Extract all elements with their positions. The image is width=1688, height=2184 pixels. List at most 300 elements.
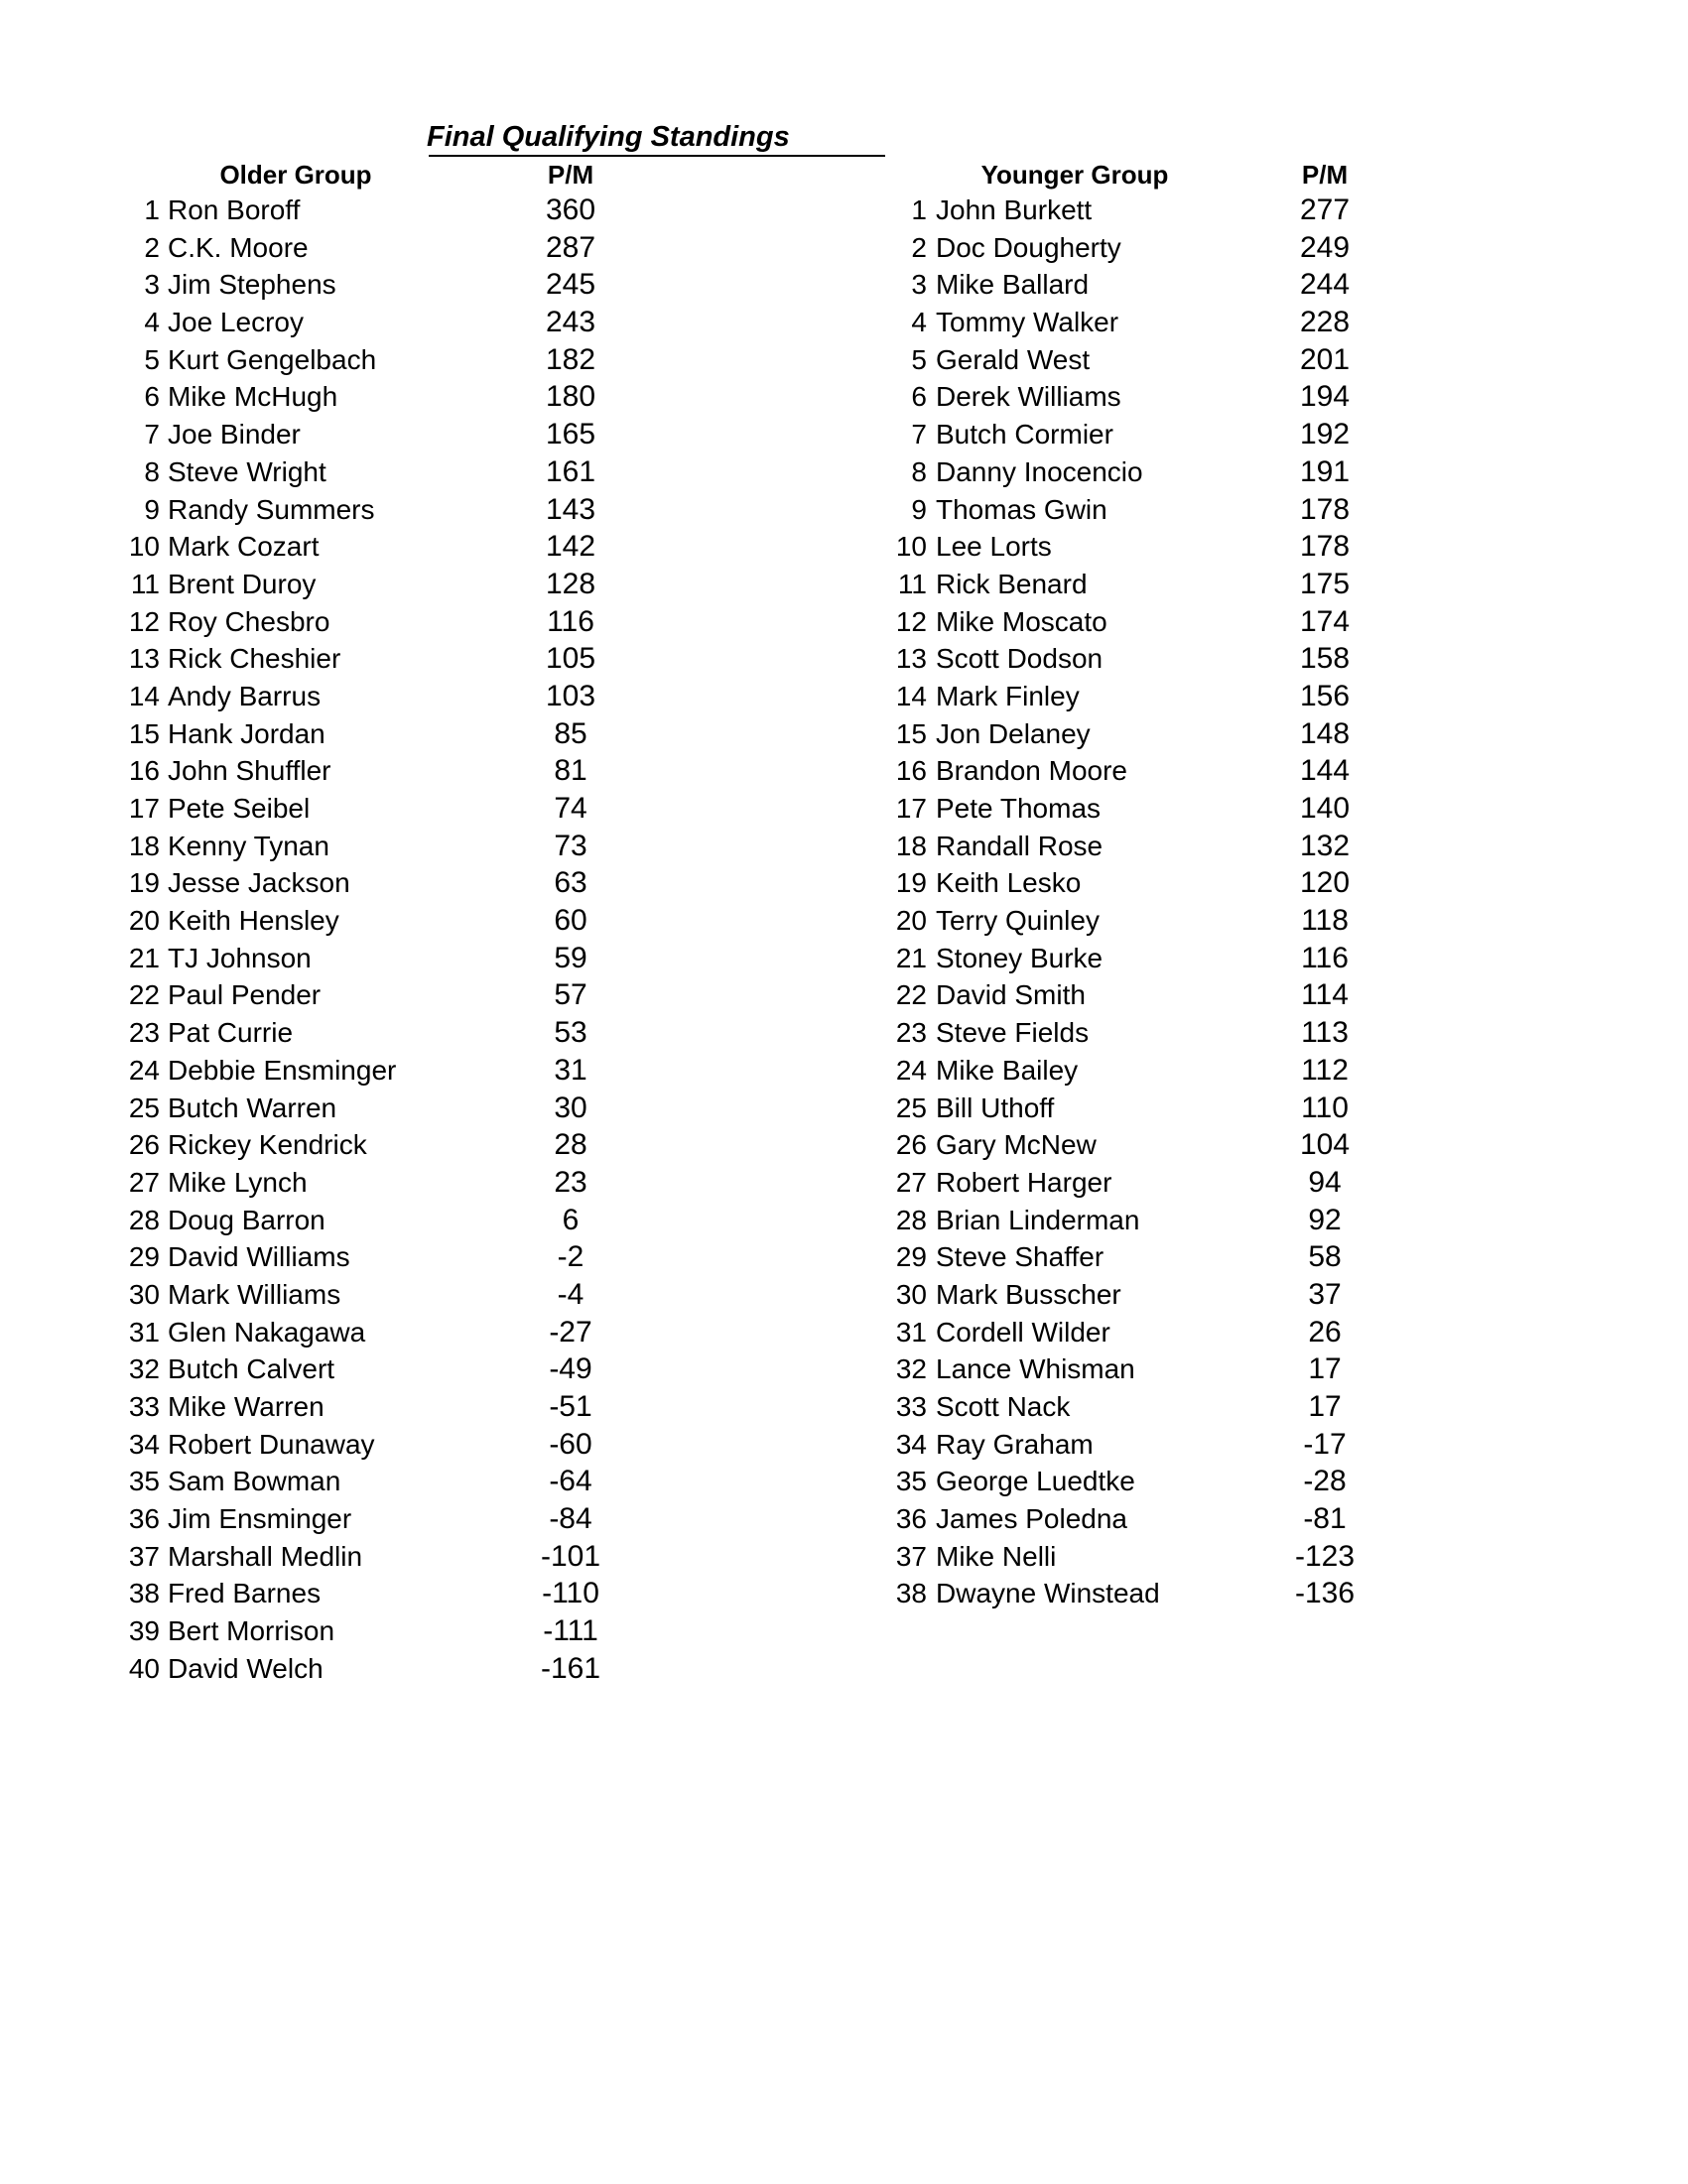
- player-name: Bill Uthoff: [936, 1092, 1055, 1123]
- player-score: 114: [1301, 978, 1349, 1012]
- standing-rank: 15: [895, 717, 927, 749]
- standing-rank: 34: [895, 1428, 927, 1460]
- player-score: 30: [554, 1091, 587, 1124]
- list-item: [794, 864, 1687, 902]
- standing-rank: 32: [128, 1353, 160, 1385]
- player-score: -64: [549, 1465, 592, 1498]
- player-name: Kurt Gengelbach: [168, 343, 377, 375]
- standing-rank: 25: [128, 1092, 160, 1123]
- list-item: [794, 341, 1687, 379]
- player-name: Rick Benard: [936, 568, 1088, 599]
- list-item: [0, 902, 794, 940]
- standing-rank: 30: [128, 1278, 160, 1310]
- standing-rank: 37: [128, 1540, 160, 1572]
- player-name: Jim Stephens: [168, 269, 336, 301]
- standing-rank: 2: [144, 231, 160, 263]
- player-score: 244: [1299, 268, 1351, 302]
- standing-rank: 6: [144, 381, 160, 413]
- standing-rank: 27: [128, 1166, 160, 1198]
- standing-rank: 32: [895, 1353, 927, 1385]
- list-item: [0, 828, 794, 865]
- list-item: [794, 1014, 1687, 1052]
- player-score: 57: [554, 978, 587, 1012]
- standing-rank: 33: [128, 1391, 160, 1422]
- player-name: Derek Williams: [936, 381, 1121, 413]
- player-name: Mike McHugh: [168, 381, 338, 413]
- list-item: [794, 1463, 1687, 1500]
- standing-rank: 12: [128, 605, 160, 637]
- player-score: 140: [1299, 792, 1351, 825]
- list-item: [0, 1575, 794, 1612]
- list-item: [794, 752, 1687, 790]
- list-item: [794, 1426, 1687, 1464]
- standing-rank: 10: [895, 531, 927, 563]
- list-item: [0, 266, 794, 304]
- player-score: 192: [1299, 418, 1351, 451]
- player-score: 194: [1299, 380, 1351, 414]
- standing-rank: 37: [895, 1540, 927, 1572]
- standing-rank: 26: [128, 1129, 160, 1161]
- standing-rank: 30: [895, 1278, 927, 1310]
- standing-rank: 16: [128, 755, 160, 787]
- player-name: Brian Linderman: [936, 1204, 1140, 1235]
- player-name: Mike Nelli: [936, 1540, 1057, 1572]
- standing-rank: 13: [128, 643, 160, 675]
- player-score: 165: [545, 418, 596, 451]
- player-score: 6: [562, 1203, 580, 1236]
- player-score: 178: [1299, 492, 1351, 526]
- list-item: [794, 1276, 1687, 1314]
- title-underline: [429, 155, 885, 157]
- player-name: Thomas Gwin: [936, 493, 1107, 525]
- standing-rank: 5: [144, 343, 160, 375]
- player-name: Pat Currie: [168, 1017, 294, 1049]
- player-name: Mike Ballard: [936, 269, 1090, 301]
- list-item: [794, 1538, 1687, 1576]
- player-name: Keith Hensley: [168, 905, 339, 937]
- standing-rank: 31: [128, 1316, 160, 1348]
- list-item: [0, 1612, 794, 1650]
- player-score: 105: [545, 642, 596, 676]
- player-score: 182: [545, 342, 596, 376]
- player-name: Robert Dunaway: [168, 1428, 375, 1460]
- player-score: -161: [540, 1651, 601, 1685]
- standing-rank: 21: [128, 942, 160, 973]
- player-name: Gary McNew: [936, 1129, 1097, 1161]
- player-name: Lee Lorts: [936, 531, 1052, 563]
- player-score: 17: [1308, 1352, 1342, 1386]
- player-score: 92: [1308, 1203, 1342, 1236]
- player-name: Jesse Jackson: [168, 867, 350, 899]
- player-score: 142: [545, 530, 596, 564]
- older-group-header: Older Group: [219, 160, 372, 190]
- list-item: [0, 566, 794, 603]
- standing-rank: 11: [897, 568, 927, 599]
- standing-rank: 23: [895, 1017, 927, 1049]
- player-name: Roy Chesbro: [168, 605, 330, 637]
- list-item: [794, 678, 1687, 715]
- player-score: 94: [1308, 1165, 1342, 1199]
- player-name: Mike Warren: [168, 1391, 325, 1422]
- standing-rank: 18: [128, 830, 160, 861]
- standing-rank: 14: [128, 680, 160, 711]
- player-score: 110: [1301, 1091, 1349, 1124]
- player-name: C.K. Moore: [168, 231, 309, 263]
- list-item: [0, 603, 794, 641]
- player-score: 360: [545, 193, 596, 226]
- list-item: [794, 828, 1687, 865]
- list-item: [0, 752, 794, 790]
- player-name: Robert Harger: [936, 1166, 1112, 1198]
- list-item: [794, 528, 1687, 566]
- standing-rank: 1: [144, 194, 160, 225]
- list-item: [0, 1426, 794, 1464]
- standing-rank: 29: [128, 1241, 160, 1273]
- player-score: 23: [554, 1165, 587, 1199]
- player-score: 191: [1299, 454, 1351, 488]
- standing-rank: 13: [895, 643, 927, 675]
- player-name: Bert Morrison: [168, 1615, 335, 1647]
- standing-rank: 7: [144, 419, 160, 450]
- standing-rank: 9: [911, 493, 927, 525]
- standing-rank: 28: [895, 1204, 927, 1235]
- player-score: 116: [547, 604, 594, 638]
- player-score: 17: [1308, 1390, 1342, 1423]
- standing-rank: 22: [895, 979, 927, 1011]
- list-item: [0, 304, 794, 341]
- player-score: -60: [549, 1427, 592, 1461]
- list-item: [794, 1314, 1687, 1351]
- standing-rank: 2: [911, 231, 927, 263]
- list-item: [0, 1126, 794, 1164]
- player-name: Marshall Medlin: [168, 1540, 363, 1572]
- player-name: Cordell Wilder: [936, 1316, 1110, 1348]
- list-item: [794, 229, 1687, 267]
- player-name: Kenny Tynan: [168, 830, 329, 861]
- list-item: [0, 416, 794, 453]
- player-name: David Smith: [936, 979, 1086, 1011]
- player-name: John Shuffler: [168, 755, 331, 787]
- standing-rank: 11: [130, 568, 160, 599]
- player-score: 174: [1299, 604, 1351, 638]
- player-score: 228: [1299, 306, 1351, 339]
- list-item: [794, 416, 1687, 453]
- list-item: [794, 453, 1687, 491]
- player-name: George Luedtke: [936, 1466, 1135, 1497]
- player-name: Dwayne Winstead: [936, 1578, 1160, 1609]
- list-item: [794, 1202, 1687, 1239]
- standing-rank: 33: [895, 1391, 927, 1422]
- list-item: [794, 1500, 1687, 1538]
- list-item: [0, 864, 794, 902]
- player-score: 81: [554, 754, 587, 788]
- player-name: David Welch: [168, 1652, 324, 1684]
- player-name: Hank Jordan: [168, 717, 325, 749]
- player-name: James Poledna: [936, 1503, 1128, 1535]
- player-score: 178: [1299, 530, 1351, 564]
- player-score: -28: [1303, 1465, 1347, 1498]
- player-name: Mike Moscato: [936, 605, 1107, 637]
- player-score: 112: [1301, 1053, 1349, 1087]
- player-score: 113: [1301, 1016, 1349, 1050]
- player-name: Rickey Kendrick: [168, 1129, 367, 1161]
- player-name: Pete Seibel: [168, 793, 311, 824]
- player-score: 143: [545, 492, 596, 526]
- list-item: [0, 1650, 794, 1688]
- player-name: Joe Binder: [168, 419, 301, 450]
- player-name: Mike Bailey: [936, 1054, 1079, 1086]
- player-name: Glen Nakagawa: [168, 1316, 366, 1348]
- player-score: -2: [557, 1240, 584, 1274]
- player-score: 74: [554, 792, 587, 825]
- player-name: Mark Cozart: [168, 531, 320, 563]
- player-score: -4: [557, 1277, 584, 1311]
- list-item: [0, 1014, 794, 1052]
- standing-rank: 38: [895, 1578, 927, 1609]
- list-item: [0, 1314, 794, 1351]
- standing-rank: 35: [128, 1466, 160, 1497]
- list-item: [794, 940, 1687, 977]
- standing-rank: 15: [128, 717, 160, 749]
- player-name: Tommy Walker: [936, 307, 1119, 338]
- standing-rank: 12: [895, 605, 927, 637]
- list-item: [0, 790, 794, 828]
- player-score: 148: [1299, 716, 1351, 750]
- list-item: [794, 640, 1687, 678]
- player-name: Randall Rose: [936, 830, 1104, 861]
- list-item: [0, 1538, 794, 1576]
- standing-rank: 23: [128, 1017, 160, 1049]
- player-name: David Williams: [168, 1241, 350, 1273]
- player-name: Rick Cheshier: [168, 643, 341, 675]
- standing-rank: 36: [128, 1503, 160, 1535]
- standing-rank: 20: [128, 905, 160, 937]
- list-item: [794, 266, 1687, 304]
- list-item: [794, 1388, 1687, 1426]
- player-score: 201: [1299, 342, 1351, 376]
- younger-standings-list: [794, 192, 1687, 1612]
- list-item: [794, 304, 1687, 341]
- list-item: [0, 341, 794, 379]
- list-item: [0, 1350, 794, 1388]
- player-score: 120: [1299, 866, 1351, 900]
- player-score: -110: [542, 1577, 599, 1610]
- player-name: Terry Quinley: [936, 905, 1100, 937]
- player-name: Butch Warren: [168, 1092, 337, 1123]
- list-item: [794, 1126, 1687, 1164]
- standing-rank: 26: [895, 1129, 927, 1161]
- standing-rank: 27: [895, 1166, 927, 1198]
- list-item: [794, 1575, 1687, 1612]
- list-item: [0, 1276, 794, 1314]
- list-item: [0, 715, 794, 753]
- player-score: 60: [554, 904, 587, 938]
- list-item: [0, 1090, 794, 1127]
- player-score: 245: [545, 268, 596, 302]
- standing-rank: 3: [144, 269, 160, 301]
- standing-rank: 20: [895, 905, 927, 937]
- player-score: -123: [1294, 1539, 1356, 1573]
- list-item: [794, 1090, 1687, 1127]
- list-item: [0, 378, 794, 416]
- player-name: Jon Delaney: [936, 717, 1091, 749]
- list-item: [0, 1238, 794, 1276]
- player-score: 28: [554, 1128, 587, 1162]
- player-name: Ron Boroff: [168, 194, 301, 225]
- player-score: 103: [545, 679, 596, 712]
- list-item: [794, 1164, 1687, 1202]
- list-item: [794, 1238, 1687, 1276]
- player-score: 63: [554, 866, 587, 900]
- standing-rank: 5: [911, 343, 927, 375]
- player-score: -27: [549, 1315, 592, 1349]
- standing-rank: 4: [144, 307, 160, 338]
- player-name: Mark Williams: [168, 1278, 341, 1310]
- player-name: Paul Pender: [168, 979, 322, 1011]
- player-name: Doug Barron: [168, 1204, 325, 1235]
- standing-rank: 19: [128, 867, 160, 899]
- standing-rank: 18: [895, 830, 927, 861]
- player-name: Scott Nack: [936, 1391, 1071, 1422]
- standing-rank: 34: [128, 1428, 160, 1460]
- player-score: 104: [1299, 1128, 1351, 1162]
- player-score: 175: [1299, 567, 1351, 600]
- standing-rank: 17: [895, 793, 927, 824]
- standing-rank: 9: [144, 493, 160, 525]
- player-score: 161: [545, 454, 596, 488]
- player-name: Brent Duroy: [168, 568, 317, 599]
- player-name: Steve Wright: [168, 455, 326, 487]
- list-item: [0, 192, 794, 229]
- list-item: [0, 940, 794, 977]
- player-score: -81: [1303, 1502, 1347, 1536]
- standing-rank: 31: [895, 1316, 927, 1348]
- player-score: 158: [1299, 642, 1351, 676]
- player-score: 58: [1308, 1240, 1342, 1274]
- standing-rank: 39: [128, 1615, 160, 1647]
- player-name: Andy Barrus: [168, 680, 322, 711]
- player-name: Pete Thomas: [936, 793, 1102, 824]
- list-item: [794, 1052, 1687, 1090]
- player-name: Sam Bowman: [168, 1466, 341, 1497]
- younger-score-header: P/M: [1301, 160, 1349, 190]
- player-name: Scott Dodson: [936, 643, 1104, 675]
- player-score: 73: [554, 829, 587, 862]
- list-item: [0, 976, 794, 1014]
- player-name: Joe Lecroy: [168, 307, 304, 338]
- list-item: [794, 192, 1687, 229]
- standing-rank: 7: [911, 419, 927, 450]
- list-item: [0, 1500, 794, 1538]
- list-item: [0, 491, 794, 529]
- list-item: [794, 976, 1687, 1014]
- list-item: [0, 1202, 794, 1239]
- list-item: [794, 902, 1687, 940]
- list-item: [0, 1388, 794, 1426]
- list-item: [794, 715, 1687, 753]
- standing-rank: 17: [128, 793, 160, 824]
- player-name: Doc Dougherty: [936, 231, 1121, 263]
- younger-group-header: Younger Group: [980, 160, 1169, 190]
- player-score: -84: [549, 1502, 592, 1536]
- player-score: 144: [1299, 754, 1351, 788]
- list-item: [794, 790, 1687, 828]
- standing-rank: 14: [895, 680, 927, 711]
- player-score: 85: [554, 716, 587, 750]
- player-name: Steve Shaffer: [936, 1241, 1104, 1273]
- list-item: [0, 528, 794, 566]
- player-score: 249: [1299, 230, 1351, 264]
- standing-rank: 1: [911, 194, 927, 225]
- standing-rank: 25: [895, 1092, 927, 1123]
- list-item: [794, 566, 1687, 603]
- standing-rank: 22: [128, 979, 160, 1011]
- player-score: 243: [545, 306, 596, 339]
- player-score: -51: [549, 1390, 592, 1423]
- standing-rank: 38: [128, 1578, 160, 1609]
- player-name: Mark Finley: [936, 680, 1080, 711]
- standing-rank: 16: [895, 755, 927, 787]
- list-item: [0, 640, 794, 678]
- player-name: John Burkett: [936, 194, 1093, 225]
- player-name: Butch Cormier: [936, 419, 1113, 450]
- list-item: [0, 1164, 794, 1202]
- standing-rank: 19: [895, 867, 927, 899]
- list-item: [794, 1350, 1687, 1388]
- player-score: 128: [545, 567, 596, 600]
- player-score: 37: [1308, 1277, 1342, 1311]
- player-name: Randy Summers: [168, 493, 375, 525]
- standing-rank: 10: [128, 531, 160, 563]
- list-item: [794, 378, 1687, 416]
- player-name: Butch Calvert: [168, 1353, 335, 1385]
- player-score: -111: [543, 1614, 598, 1648]
- list-item: [0, 1052, 794, 1090]
- player-name: Steve Fields: [936, 1017, 1090, 1049]
- list-item: [794, 491, 1687, 529]
- standing-rank: 24: [128, 1054, 160, 1086]
- player-name: Keith Lesko: [936, 867, 1082, 899]
- list-item: [0, 453, 794, 491]
- player-name: TJ Johnson: [168, 942, 312, 973]
- player-score: 53: [554, 1016, 587, 1050]
- standing-rank: 29: [895, 1241, 927, 1273]
- player-score: -17: [1303, 1427, 1347, 1461]
- standing-rank: 4: [911, 307, 927, 338]
- player-score: 156: [1299, 679, 1351, 712]
- player-name: Ray Graham: [936, 1428, 1094, 1460]
- player-score: 116: [1301, 941, 1349, 974]
- player-score: 287: [545, 230, 596, 264]
- standing-rank: 24: [895, 1054, 927, 1086]
- standing-rank: 40: [128, 1652, 160, 1684]
- player-name: Brandon Moore: [936, 755, 1128, 787]
- standing-rank: 35: [895, 1466, 927, 1497]
- list-item: [0, 229, 794, 267]
- standing-rank: 6: [911, 381, 927, 413]
- player-score: 118: [1301, 904, 1349, 938]
- player-score: 132: [1299, 829, 1351, 862]
- list-item: [0, 678, 794, 715]
- standing-rank: 8: [144, 455, 160, 487]
- player-score: 59: [554, 941, 587, 974]
- player-name: Lance Whisman: [936, 1353, 1135, 1385]
- list-item: [0, 1463, 794, 1500]
- standing-rank: 8: [911, 455, 927, 487]
- standing-rank: 21: [895, 942, 927, 973]
- player-score: -49: [549, 1352, 592, 1386]
- older-standings-list: [0, 192, 794, 1688]
